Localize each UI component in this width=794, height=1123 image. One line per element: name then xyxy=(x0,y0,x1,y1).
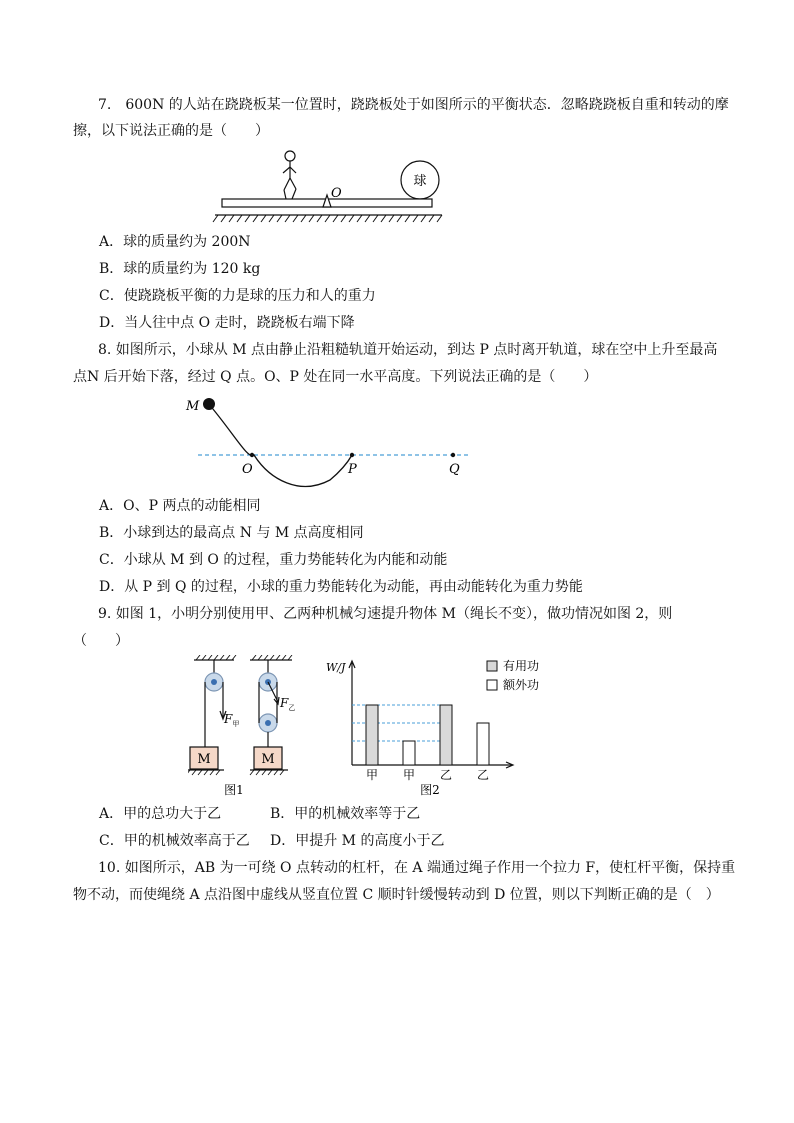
q7-option-c: C．使跷跷板平衡的力是球的压力和人的重力 xyxy=(99,288,376,304)
floor-left-hatch xyxy=(188,770,220,775)
ceiling-right-hatch xyxy=(252,655,292,660)
label-q: Q xyxy=(449,462,460,477)
fig1-caption: 图1 xyxy=(224,783,244,797)
chart-bars xyxy=(366,705,489,765)
q7-seesaw-figure xyxy=(210,145,450,227)
q10-stem-line2: 物不动，而使绳绕 A 点沿图中虚线从竖直位置 C 顺时针缓慢转动到 D 位置，则以下判断正确的是（ ） xyxy=(73,887,720,903)
block-m-jia-label: M xyxy=(197,752,211,767)
q7-option-a: A．球的质量约为 200N xyxy=(99,234,251,250)
point-p-dot xyxy=(350,453,354,457)
legend-useful-swatch xyxy=(487,661,497,671)
q8-option-d: D．从 P 到 Q 的过程，小球的重力势能转化为动能，再由动能转化为重力势能 xyxy=(99,579,583,595)
q9-work-chart xyxy=(322,655,552,800)
q7-stem-line2: 擦，以下说法正确的是（ ） xyxy=(73,123,269,139)
force-jia-label: $F_甲$ xyxy=(224,712,240,728)
q8-stem-line2: 点N 后开始下落，经过 Q 点。O、P 处在同一水平高度。下列说法正确的是（ ） xyxy=(73,369,598,385)
x-tick-label: 甲 xyxy=(365,768,379,782)
q7-option-d: D．当人往中点 O 走时，跷跷板右端下降 xyxy=(99,315,355,331)
bar-extra-3 xyxy=(477,723,489,765)
ball-m xyxy=(203,398,215,410)
x-tick-label: 乙 xyxy=(439,768,453,782)
q8-track-figure xyxy=(180,390,480,490)
bar-extra-1 xyxy=(403,741,415,765)
q9-option-d: D．甲提升 M 的高度小于乙 xyxy=(270,833,445,849)
ground-hatch xyxy=(213,215,442,222)
chart-xlabels xyxy=(366,768,489,782)
pivot-label: O xyxy=(331,186,342,201)
q7-option-b: B．球的质量约为 120 kg xyxy=(99,261,261,277)
q8-option-a: A．O、P 两点的动能相同 xyxy=(99,498,261,514)
q8-option-b: B．小球到达的最高点 N 与 M 点高度相同 xyxy=(99,525,364,541)
ball-label: 球 xyxy=(413,174,427,189)
bar-useful-2 xyxy=(440,705,452,765)
block-m-yi-label: M xyxy=(261,752,275,767)
bar-useful-0 xyxy=(366,705,378,765)
force-yi-label: $F_乙$ xyxy=(280,696,296,712)
floor-right-hatch xyxy=(250,770,284,775)
q9-option-c: C．甲的机械效率高于乙 xyxy=(99,833,250,849)
q7-stem-line1: 7. 600N 的人站在跷跷板某一位置时，跷跷板处于如图所示的平衡状态．忽略跷跷板自重和转动的摩 xyxy=(98,97,729,113)
chart-ylabel: W/J xyxy=(326,661,346,674)
q10-stem-line1: 10. 如图所示，AB 为一可绕 O 点转动的杠杆，在 A 端通过绳子作用一个拉力 F，使杠杆平衡，保持重 xyxy=(98,860,736,876)
q9-option-a: A．甲的总功大于乙 xyxy=(99,806,222,822)
q9-stem-line1: 9. 如图 1，小明分别使用甲、乙两种机械匀速提升物体 M（绳长不变），做功情况如图 2，则 xyxy=(98,606,673,622)
fig2-caption: 图2 xyxy=(420,783,440,797)
legend-useful-label: 有用功 xyxy=(503,659,540,673)
legend-extra-label: 额外功 xyxy=(503,678,540,692)
q9-pulley-figure xyxy=(188,655,298,800)
point-q-dot xyxy=(451,453,455,457)
x-tick-label: 乙 xyxy=(476,768,490,782)
q9-stem-line2: （ ） xyxy=(73,633,129,649)
x-tick-label: 甲 xyxy=(402,768,416,782)
q8-option-c: C．小球从 M 到 O 的过程，重力势能转化为内能和动能 xyxy=(99,552,448,568)
q8-stem-line1: 8. 如图所示，小球从 M 点由静止沿粗糙轨道开始运动，到达 P 点时离开轨道，球在空中上升至最高 xyxy=(98,342,718,358)
track-curve xyxy=(208,403,352,486)
point-o-dot xyxy=(250,453,254,457)
ceiling-left-hatch xyxy=(196,655,236,660)
stick-figure xyxy=(283,151,296,199)
q9-option-b: B．甲的机械效率等于乙 xyxy=(270,806,421,822)
label-o: O xyxy=(242,462,253,477)
legend-extra-swatch xyxy=(487,680,497,690)
label-m: M xyxy=(186,399,200,414)
label-p: P xyxy=(348,462,357,477)
